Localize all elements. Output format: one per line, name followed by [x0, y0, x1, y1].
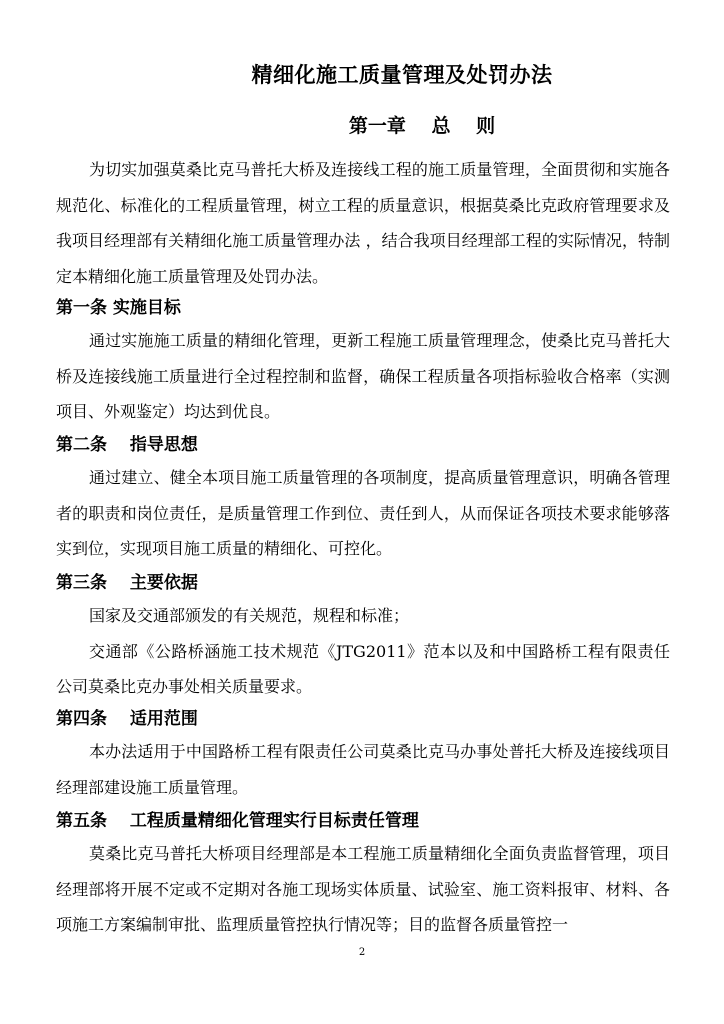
- section-heading: 第四条 适用范围: [56, 709, 198, 729]
- section-paragraph: 莫桑比克马普托大桥项目经理部是本工程施工质量精细化全面负责监督管理，项目经理部将开展不定或不定期对各施工现场实体质量、试验室、施工资料报审、材料、各项施工方案编制审批、监理质量管控执行情况等；目的监督各质量管控一: [56, 844, 670, 934]
- section-paragraph: 本办法适用于中国路桥工程有限责任公司莫桑比克马办事处普托大桥及连接线项目经理部建设施工质量管理。: [56, 742, 670, 797]
- section-3: [56, 568, 670, 705]
- section-heading: 第三条 主要依据: [56, 573, 198, 593]
- intro-block: [56, 152, 670, 294]
- section-2: [56, 430, 670, 567]
- section-heading: 第五条 工程质量精细化管理实行目标责任管理: [56, 811, 419, 831]
- section-heading: 第二条 指导思想: [56, 435, 198, 455]
- document-title-text: 精细化施工质量管理及处罚办法: [251, 63, 553, 87]
- section-4: [56, 704, 670, 805]
- chapter-heading: [0, 112, 724, 140]
- page-number: 2: [358, 947, 366, 958]
- section-5: [56, 806, 670, 943]
- section-paragraph: 通过建立、健全本项目施工质量管理的各项制度，提高质量管理意识，明确各管理者的职责和岗位责任，是质量管理工作到位、责任到人，从而保证各项技术要求能够落实到位，实现项目施工质量的精细化、可控化。: [56, 468, 670, 558]
- document-title: [0, 60, 724, 90]
- intro-paragraph: 为切实加强莫桑比克马普托大桥及连接线工程的施工质量管理，全面贯彻和实施各规范化、标准化的工程质量管理，树立工程的质量意识，根据莫桑比克政府管理要求及我项目经理部有关精细化施工质量管理办法 ，结合我项目经理部工程的实际情况，特制定本精细化施工质量管理及处罚办法。: [56, 160, 670, 286]
- section-heading: 第一条 实施目标: [56, 298, 181, 318]
- chapter-heading-text: 第一章 总 则: [348, 115, 496, 137]
- section-paragraph: 交通部《公路桥涵施工技术规范《JTG2011》范本以及和中国路桥工程有限责任公司莫桑比克办事处相关质量要求。: [56, 641, 670, 696]
- section-paragraph: 国家及交通部颁发的有关规范，规程和标准；: [89, 606, 410, 625]
- section-paragraph: 通过实施施工质量的精细化管理，更新工程施工质量管理理念，使桑比克马普托大桥及连接线施工质量进行全过程控制和监督，确保工程质量各项指标验收合格率（实测项目、外观鉴定）均达到优良。: [56, 331, 670, 421]
- section-1: [56, 293, 670, 430]
